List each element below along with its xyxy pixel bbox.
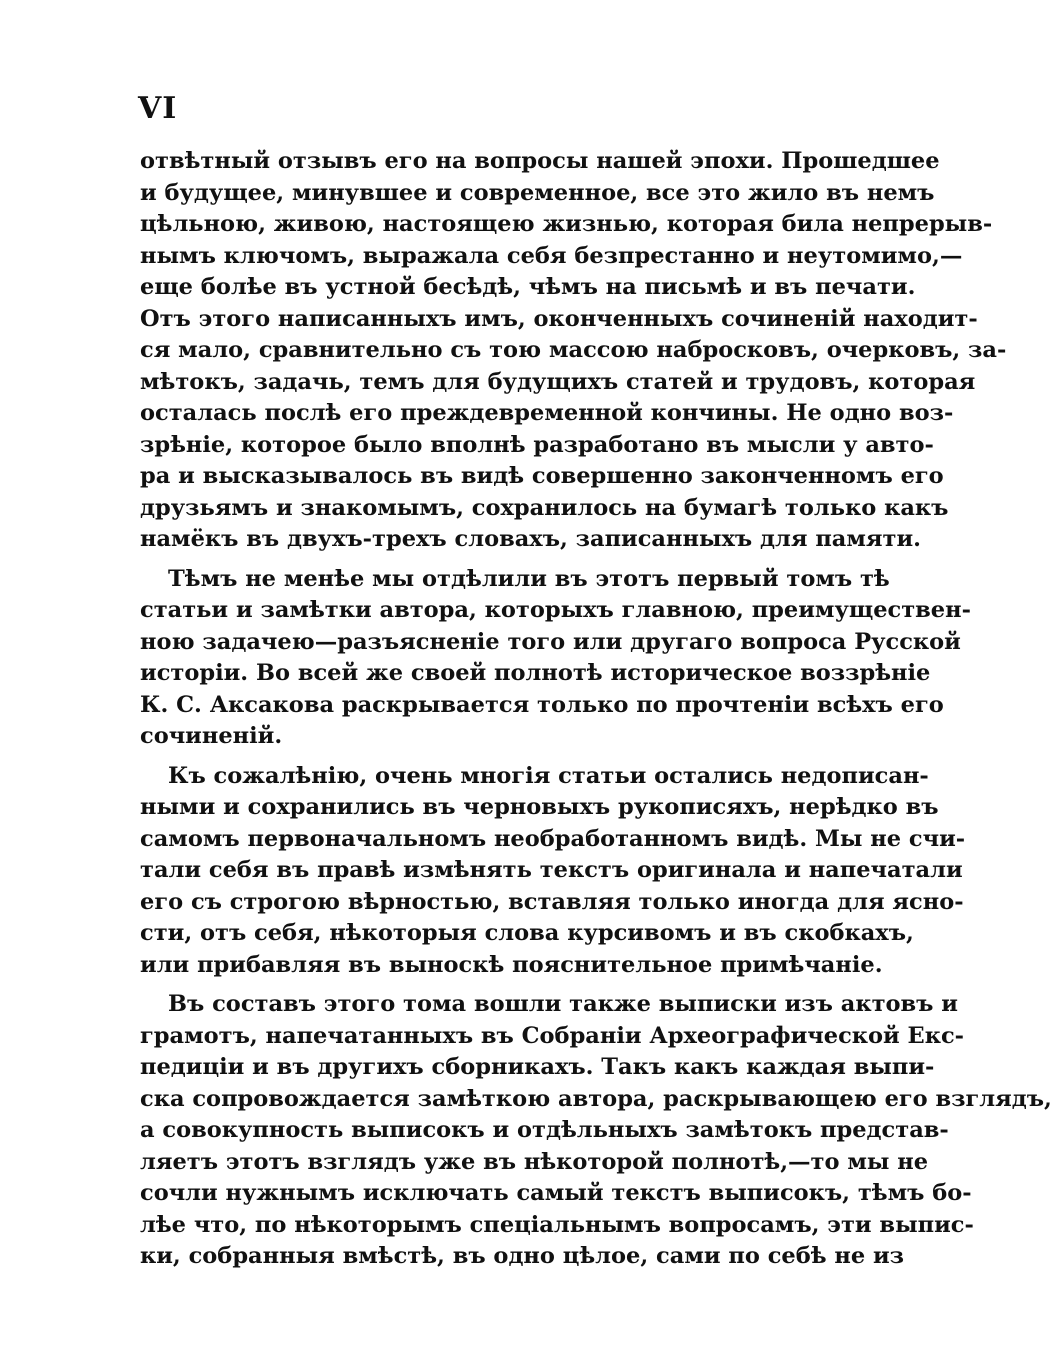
text-line: самомъ первоначальномъ необработанномъ видѣ. Мы не счи- xyxy=(140,825,966,852)
paragraph-3 xyxy=(140,761,966,982)
text-line: Тѣмъ не менѣе мы отдѣлили въ этотъ первый томъ тѣ xyxy=(168,565,890,592)
text-line: грамотъ, напечатанныхъ въ Собраніи Археографической Екс- xyxy=(140,1022,964,1049)
text-line: намёкъ въ двухъ-трехъ словахъ, записанныхъ для памяти. xyxy=(140,526,922,552)
text-line: ными и сохранились въ черновыхъ рукописяхъ, нерѣдко въ xyxy=(140,794,939,820)
text-line: ска сопровождается замѣткою автора, раскрывающею его взглядъ, xyxy=(140,1085,1052,1112)
text-line: зрѣніе, которое было вполнѣ разработано въ мысли у авто- xyxy=(140,431,934,458)
text-line: статьи и замѣтки автора, которыхъ главною, преимуществен- xyxy=(140,597,971,623)
text-line: лѣе что, по нѣкоторымъ спеціальнымъ вопросамъ, эти выпис- xyxy=(140,1211,974,1238)
text-line: Въ составъ этого тома вошли также выписки изъ актовъ и xyxy=(168,991,958,1017)
text-line: тали себя въ правѣ измѣнять текстъ оригинала и напечатали xyxy=(140,857,963,883)
text-line: Къ сожалѣнію, очень многія статьи остались недописан- xyxy=(168,762,929,789)
text-line: Отъ этого написанныхъ имъ, оконченныхъ сочиненій находит- xyxy=(140,305,978,332)
page-number: VI xyxy=(138,91,178,126)
text-line: еще болѣе въ устной бесѣдѣ, чѣмъ на письмѣ и въ печати. xyxy=(140,274,916,300)
text-line: ра и высказывалось въ видѣ совершенно законченномъ его xyxy=(140,463,944,489)
text-line: осталась послѣ его преждевременной кончины. Не одно воз- xyxy=(140,400,954,426)
text-line: сочли нужнымъ исключать самый текстъ выписокъ, тѣмъ бо- xyxy=(140,1180,972,1206)
paragraph-1 xyxy=(140,146,1007,556)
text-line: цѣльною, живою, настоящею жизнью, которая била непрерыв- xyxy=(140,211,993,237)
text-line: отвѣтный отзывъ его на вопросы нашей эпохи. Прошедшее xyxy=(140,148,940,174)
text-line: или прибавляя въ выноскѣ пояснительное примѣчаніе. xyxy=(140,951,883,978)
text-line: сочиненій. xyxy=(140,723,283,749)
text-line: нымъ ключомъ, выражала себя безпрестанно и неутомимо,— xyxy=(140,242,963,269)
paragraph-4 xyxy=(140,989,1052,1273)
text-line: ною задачею—разъясненіе того или другаго вопроса Русской xyxy=(140,628,961,655)
text-line: его съ строгою вѣрностью, вставляя только иногда для ясно- xyxy=(140,888,964,915)
text-line: а совокупность выписокъ и отдѣльныхъ замѣтокъ представ- xyxy=(140,1117,949,1143)
body-text xyxy=(140,146,1052,1281)
text-line: педиціи и въ другихъ сборникахъ. Такъ какъ каждая выпи- xyxy=(140,1054,935,1080)
paragraph-2 xyxy=(140,564,971,753)
text-line: К. С. Аксакова раскрывается только по прочтеніи всѣхъ его xyxy=(140,691,944,718)
text-line: и будущее, минувшее и современное, все это жило въ немъ xyxy=(140,179,935,206)
text-line: ся мало, сравнительно съ тою массою набросковъ, очерковъ, за- xyxy=(140,337,1007,363)
text-line: друзьямъ и знакомымъ, сохранилось на бумагѣ только какъ xyxy=(140,494,949,521)
text-line: сти, отъ себя, нѣкоторыя слова курсивомъ и въ скобкахъ, xyxy=(140,920,914,946)
text-line: ляетъ этотъ взглядъ уже въ нѣкоторой полнотѣ,—то мы не xyxy=(140,1148,929,1175)
text-line: исторіи. Во всей же своей полнотѣ историческое воззрѣніе xyxy=(140,660,931,686)
text-line: мѣтокъ, задачь, темъ для будущихъ статей и трудовъ, которая xyxy=(140,368,976,395)
text-line: ки, собранныя вмѣстѣ, въ одно цѣлое, сами по себѣ не из xyxy=(140,1243,905,1269)
